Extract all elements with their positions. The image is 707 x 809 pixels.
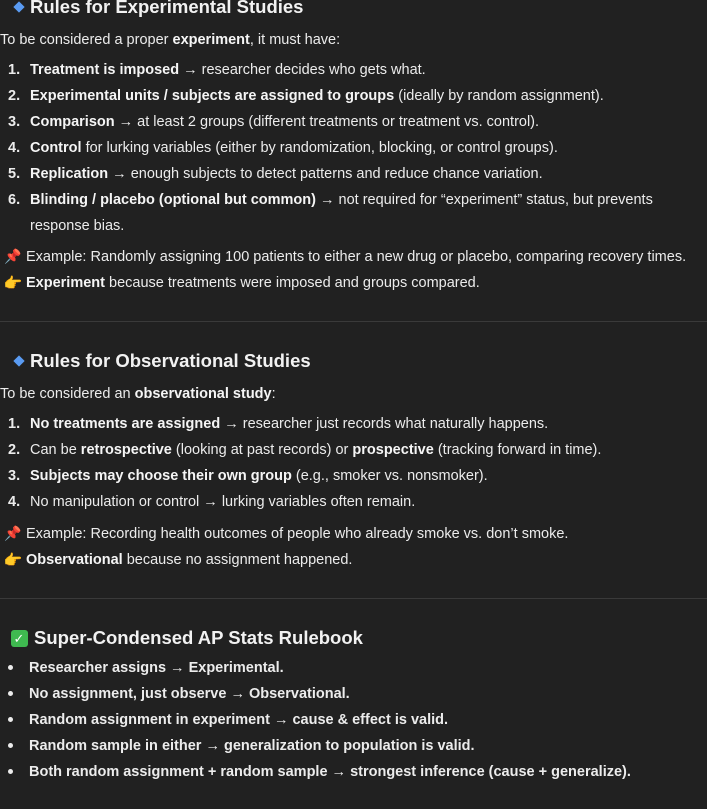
list-item-bold: Blinding / placebo (optional but common) [30, 192, 316, 208]
bullet-icon [8, 743, 13, 748]
list-item-text [30, 57, 688, 83]
list-number: 2. [8, 88, 21, 104]
bullet-text: Both random assignment + random sample → strongest inference (cause + generalize). [29, 764, 631, 780]
example-text: Example: Randomly assigning 100 patients to either a new drug or placebo, comparing recovery times. [26, 248, 687, 265]
bullet-text: Researcher assigns → Experimental. [29, 660, 284, 676]
list-item-bold: Control [30, 140, 82, 156]
list-item-bold: Experimental units / subjects are assigned to groups [30, 88, 395, 104]
list-item [8, 655, 284, 681]
list-item [8, 411, 688, 437]
list-number: 1. [8, 416, 21, 432]
list-item-rest: No manipulation or control → lurking variables often remain. [30, 494, 416, 510]
list-number: 2. [8, 442, 21, 458]
section-title: Super-Condensed AP Stats Rulebook [34, 627, 363, 648]
list-number: 3. [8, 114, 21, 130]
intro-text: , it must have: [249, 32, 341, 48]
list-item-bold: No treatments are assigned [30, 416, 221, 432]
list-item-text [30, 463, 688, 489]
pointing-hand-icon: 👉 [3, 552, 23, 569]
list-item-rest: (looking at past records) or [171, 442, 353, 458]
list-item-rest: → researcher decides who gets what. [179, 62, 426, 78]
list-item-rest: Can be [30, 442, 81, 458]
list-item-bold: prospective [352, 442, 434, 458]
list-item-rest: (tracking forward in time). [433, 442, 602, 458]
section-heading-observational [8, 350, 311, 372]
list-item [8, 463, 688, 489]
diamond-icon [8, 3, 30, 11]
list-item-rest: → not required for “experiment” status, but prevents response bias. [30, 192, 653, 234]
bullet-icon [8, 691, 13, 696]
conclusion-bold: Observational [26, 552, 123, 568]
list-item [8, 83, 688, 109]
list-item-rest: (e.g., smoker vs. nonsmoker). [291, 468, 488, 484]
bullet-text: No assignment, just observe → Observational. [29, 686, 350, 702]
list-item-text [30, 83, 688, 109]
section-title: Rules for Observational Studies [30, 350, 311, 371]
list-item-bold: Subjects may choose their own group [30, 468, 292, 484]
bullet-icon [8, 769, 13, 774]
list-item-bold: Treatment is imposed [30, 62, 180, 78]
list-item [8, 161, 688, 187]
intro-bold: experiment [172, 32, 250, 48]
conclusion-bold: Experiment [26, 275, 105, 291]
list-item-text [30, 437, 688, 463]
list-item-rest: → at least 2 groups (different treatments or treatment vs. control). [114, 114, 540, 130]
bullet-icon [8, 717, 13, 722]
list-item [8, 57, 688, 83]
list-number: 5. [8, 166, 21, 182]
section-divider [0, 598, 707, 599]
list-item [8, 437, 688, 463]
list-item-rest: (ideally by random assignment). [394, 88, 604, 104]
intro-text: : [271, 386, 276, 402]
list-item-rest: → enough subjects to detect patterns and reduce chance variation. [108, 166, 543, 182]
diamond-icon [8, 357, 30, 365]
list-item [8, 681, 350, 707]
list-number: 4. [8, 140, 21, 156]
list-item-bold: Replication [30, 166, 109, 182]
list-item [8, 489, 688, 515]
list-item-text [30, 411, 688, 437]
conclusion-note [2, 551, 352, 569]
conclusion-text: because treatments were imposed and groups compared. [104, 275, 480, 291]
list-item-rest: → researcher just records what naturally happens. [220, 416, 549, 432]
pushpin-icon: 📌 [4, 248, 22, 264]
section-divider [0, 321, 707, 322]
bullet-text: Random assignment in experiment → cause & effect is valid. [29, 712, 449, 728]
list-item [8, 759, 631, 785]
list-item [8, 109, 688, 135]
list-number: 4. [8, 494, 21, 510]
list-item-rest: for lurking variables (either by randomization, blocking, or control groups). [81, 140, 558, 156]
intro-text: To be considered a proper [0, 32, 173, 48]
list-item [8, 135, 688, 161]
pushpin-icon: 📌 [4, 525, 22, 541]
example-note [2, 525, 568, 542]
list-item-bold: retrospective [80, 442, 172, 458]
bullet-text: Random sample in either → generalization to population is valid. [29, 738, 475, 754]
check-mark-icon: ✓ [8, 630, 30, 647]
intro-text: To be considered an [0, 386, 135, 402]
conclusion-note [2, 274, 480, 292]
section-heading-rulebook [8, 627, 363, 649]
list-item [8, 187, 688, 239]
pointing-hand-icon: 👉 [3, 275, 23, 292]
list-item-text [30, 187, 688, 239]
example-note [2, 248, 686, 265]
list-item-text [30, 489, 688, 515]
conclusion-text: because no assignment happened. [122, 552, 353, 568]
section-title: Rules for Experimental Studies [30, 0, 304, 17]
bullet-icon [8, 665, 13, 670]
list-item [8, 707, 448, 733]
list-number: 6. [8, 192, 21, 208]
intro-bold: observational study [134, 386, 272, 402]
list-item-text [30, 109, 688, 135]
list-number: 3. [8, 468, 21, 484]
list-item-text [30, 135, 688, 161]
list-item-bold: Comparison [30, 114, 115, 130]
section-intro [0, 386, 276, 402]
list-item-text [30, 161, 688, 187]
section-intro [0, 32, 340, 48]
list-item [8, 733, 475, 759]
example-text: Example: Recording health outcomes of people who already smoke vs. don’t smoke. [26, 525, 569, 542]
section-heading-experimental [8, 0, 303, 18]
list-number: 1. [8, 62, 21, 78]
